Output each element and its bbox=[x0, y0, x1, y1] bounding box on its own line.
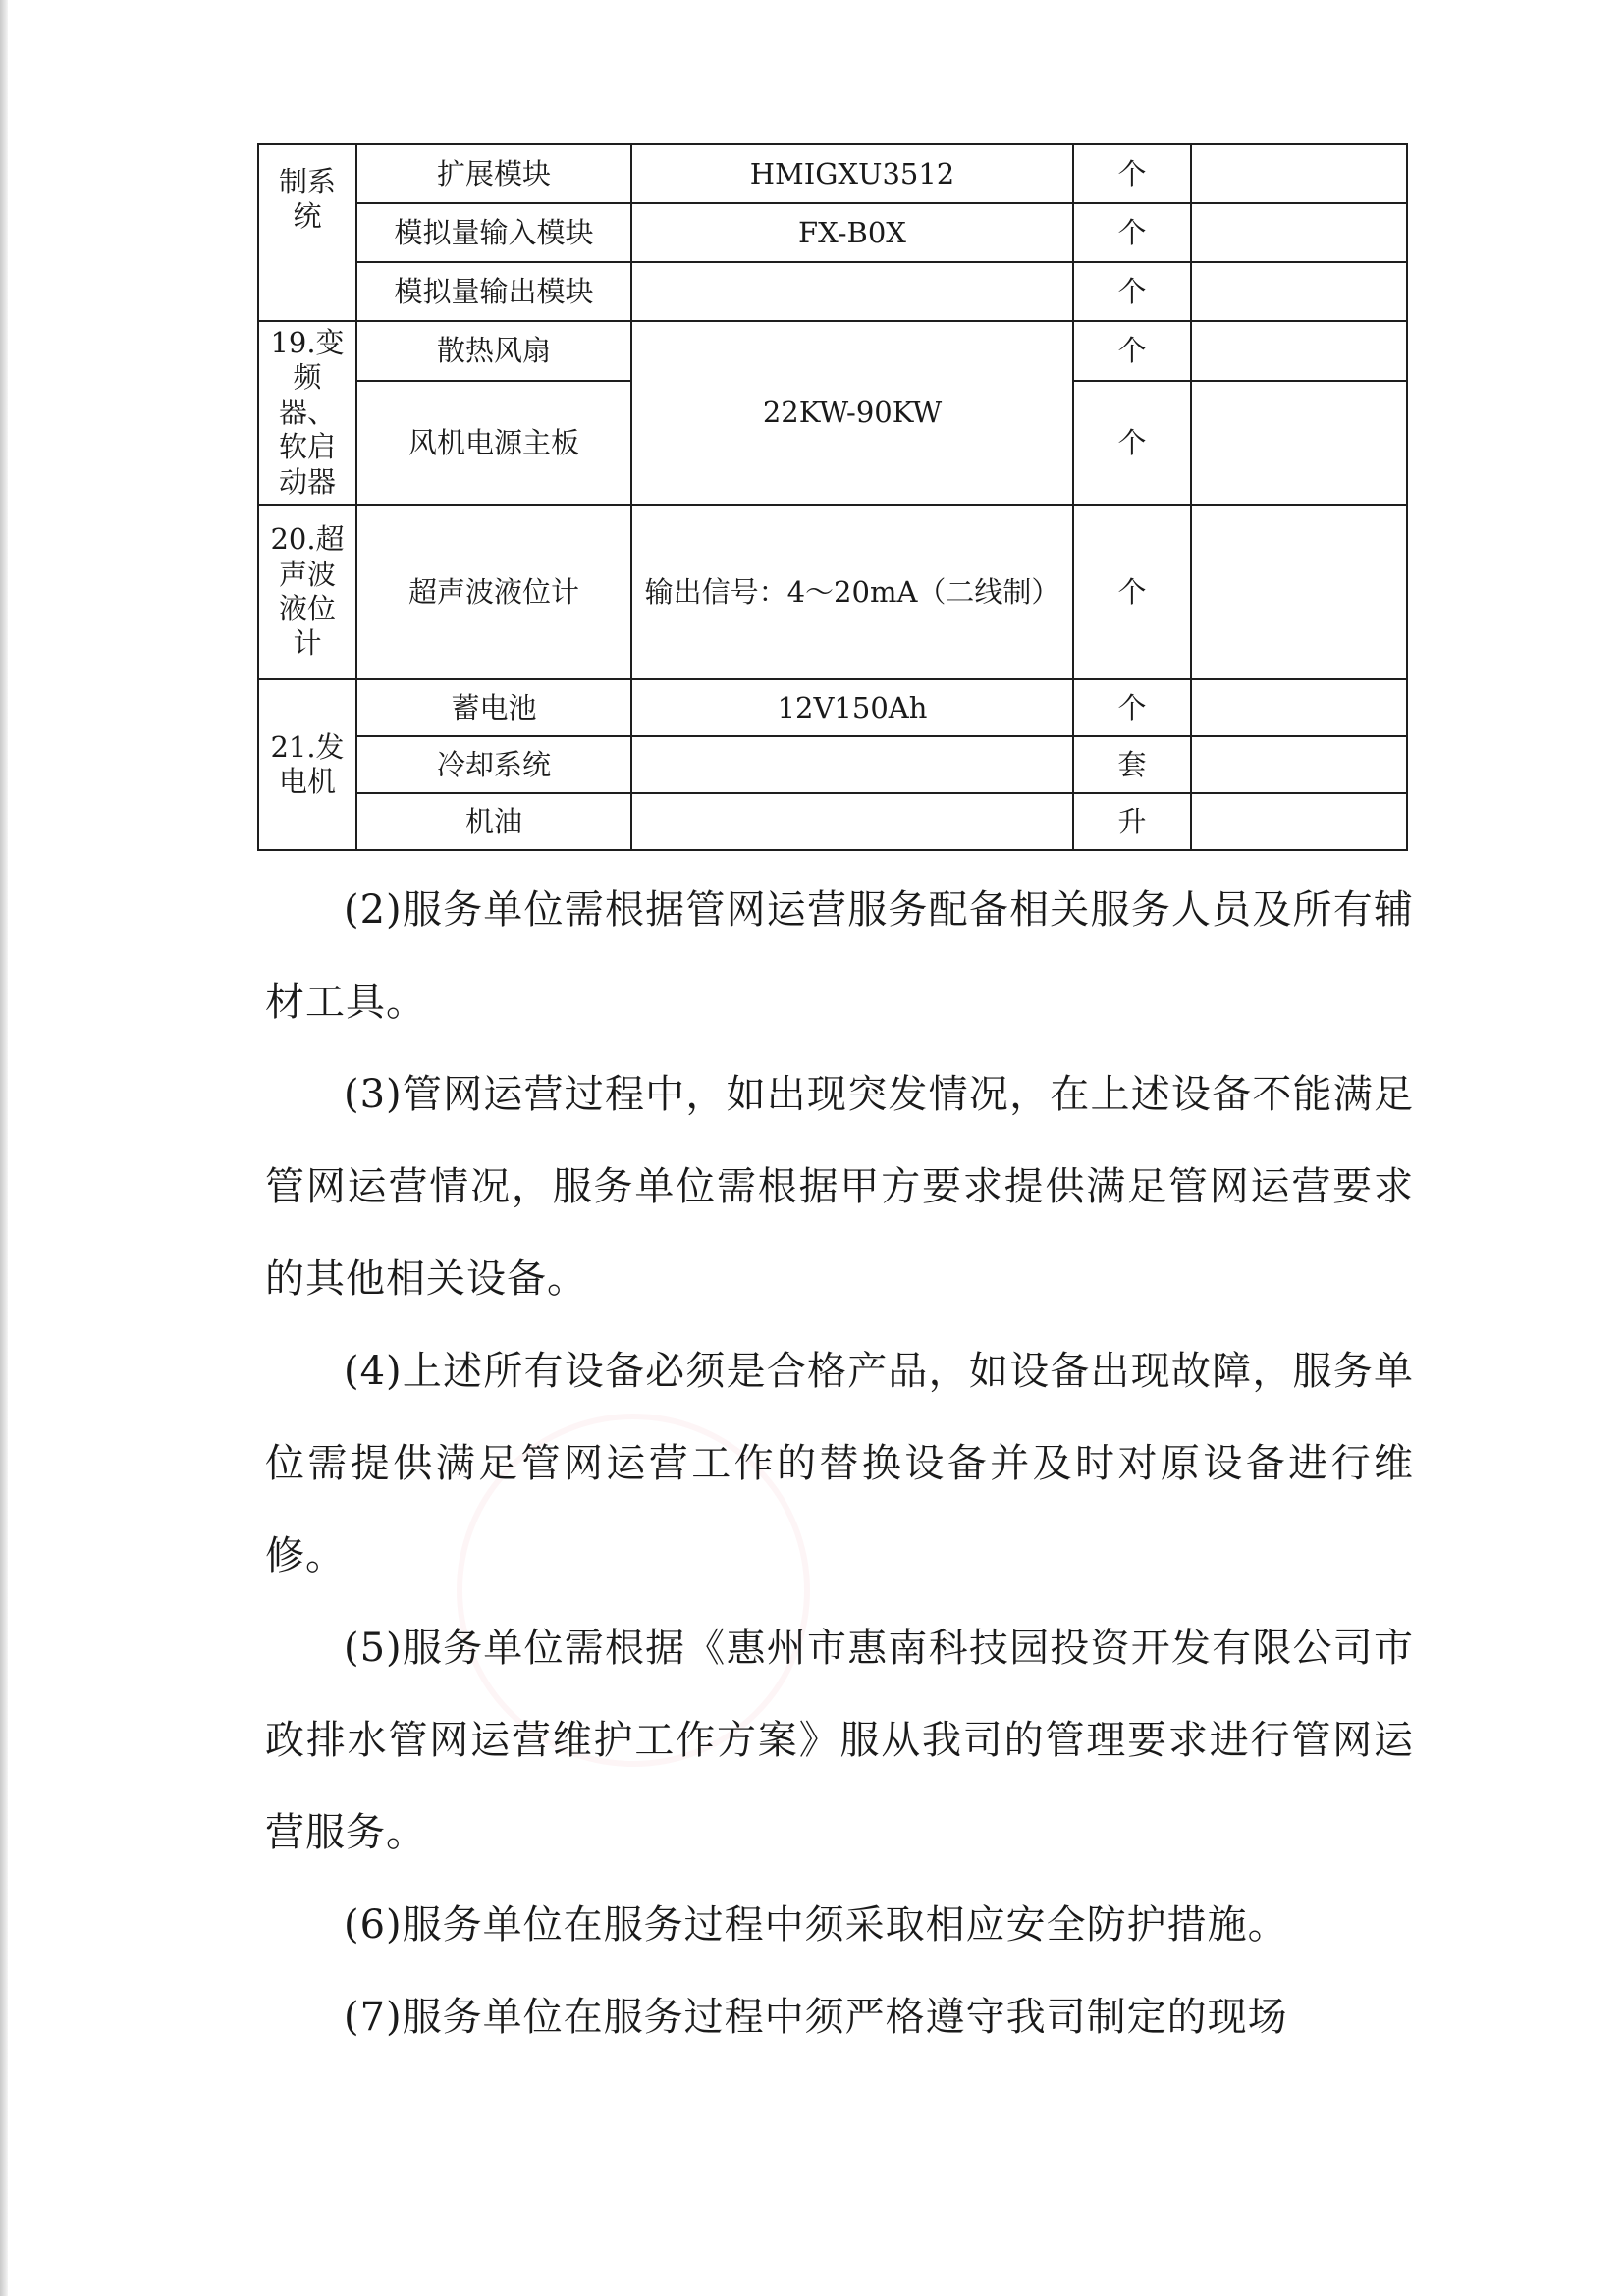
category-label: 19.变 频器、 软启 动器 bbox=[270, 326, 345, 499]
item-name-cell: 风机电源主板 bbox=[356, 381, 631, 505]
item-remark-cell bbox=[1191, 144, 1407, 203]
table-row bbox=[258, 262, 1407, 321]
category-cell bbox=[258, 505, 356, 679]
item-unit-cell: 个 bbox=[1073, 144, 1191, 203]
table-row bbox=[258, 793, 1407, 850]
item-remark-cell bbox=[1191, 793, 1407, 850]
item-spec-cell bbox=[631, 736, 1073, 793]
item-name-cell: 超声波液位计 bbox=[356, 505, 631, 679]
item-remark-cell bbox=[1191, 262, 1407, 321]
item-unit-cell: 个 bbox=[1073, 505, 1191, 679]
item-spec-cell: 输出信号：4～20mA（二线制） bbox=[631, 505, 1073, 679]
item-spec-cell bbox=[631, 793, 1073, 850]
item-remark-cell bbox=[1191, 679, 1407, 736]
category-cell bbox=[258, 679, 356, 850]
item-name-cell: 模拟量输出模块 bbox=[356, 262, 631, 321]
item-name-cell: 散热风扇 bbox=[356, 321, 631, 381]
category-cell bbox=[258, 321, 356, 505]
item-remark-cell bbox=[1191, 736, 1407, 793]
paragraph-3: (3)管网运营过程中，如出现突发情况，在上述设备不能满足管网运营情况，服务单位需根据甲方要求提供满足管网运营要求的其他相关设备。 bbox=[265, 1072, 1414, 1302]
item-remark-cell bbox=[1191, 381, 1407, 505]
item-unit-cell: 升 bbox=[1073, 793, 1191, 850]
item-remark-cell bbox=[1191, 321, 1407, 381]
item-spec-cell: 12V150Ah bbox=[631, 679, 1073, 736]
item-unit-cell: 个 bbox=[1073, 679, 1191, 736]
item-unit-cell: 个 bbox=[1073, 203, 1191, 262]
item-spec-cell: HMIGXU3512 bbox=[631, 144, 1073, 203]
item-name-cell: 扩展模块 bbox=[356, 144, 631, 203]
table-row bbox=[258, 203, 1407, 262]
table-row bbox=[258, 505, 1407, 679]
table-row bbox=[258, 736, 1407, 793]
item-unit-cell: 套 bbox=[1073, 736, 1191, 793]
shared-spec-cell: 22KW-90KW bbox=[631, 321, 1073, 505]
item-spec-cell bbox=[631, 262, 1073, 321]
item-name-cell: 机油 bbox=[356, 793, 631, 850]
item-name-cell: 蓄电池 bbox=[356, 679, 631, 736]
body-text bbox=[265, 864, 1414, 2063]
paragraph-6: (6)服务单位在服务过程中须采取相应安全防护措施。 bbox=[344, 1902, 1288, 1948]
item-unit-cell: 个 bbox=[1073, 381, 1191, 505]
paragraph-7: (7)服务单位在服务过程中须严格遵守我司制定的现场 bbox=[344, 1995, 1288, 2040]
table-row bbox=[258, 144, 1407, 203]
item-remark-cell bbox=[1191, 505, 1407, 679]
table-row bbox=[258, 679, 1407, 736]
item-unit-cell: 个 bbox=[1073, 262, 1191, 321]
item-spec-cell: FX-B0X bbox=[631, 203, 1073, 262]
item-unit-cell: 个 bbox=[1073, 321, 1191, 381]
category-cell bbox=[258, 144, 356, 321]
equipment-spec-table bbox=[257, 143, 1408, 851]
scan-edge bbox=[0, 0, 8, 2296]
category-label: 制系 统 bbox=[278, 165, 336, 234]
paragraph-2: (2)服务单位需根据管网运营服务配备相关服务人员及所有辅材工具。 bbox=[265, 887, 1414, 1025]
item-name-cell: 冷却系统 bbox=[356, 736, 631, 793]
table-row bbox=[258, 321, 1407, 381]
category-label: 20.超 声波 液位 计 bbox=[270, 522, 345, 661]
paragraph-4: (4)上述所有设备必须是合格产品，如设备出现故障，服务单位需提供满足管网运营工作的替换设备并及时对原设备进行维修。 bbox=[265, 1349, 1414, 1578]
item-name-cell: 模拟量输入模块 bbox=[356, 203, 631, 262]
paragraph-5: (5)服务单位需根据《惠州市惠南科技园投资开发有限公司市政排水管网运营维护工作方案》服从我司的管理要求进行管网运营服务。 bbox=[265, 1626, 1414, 1855]
category-label: 21.发 电机 bbox=[270, 729, 345, 798]
item-remark-cell bbox=[1191, 203, 1407, 262]
